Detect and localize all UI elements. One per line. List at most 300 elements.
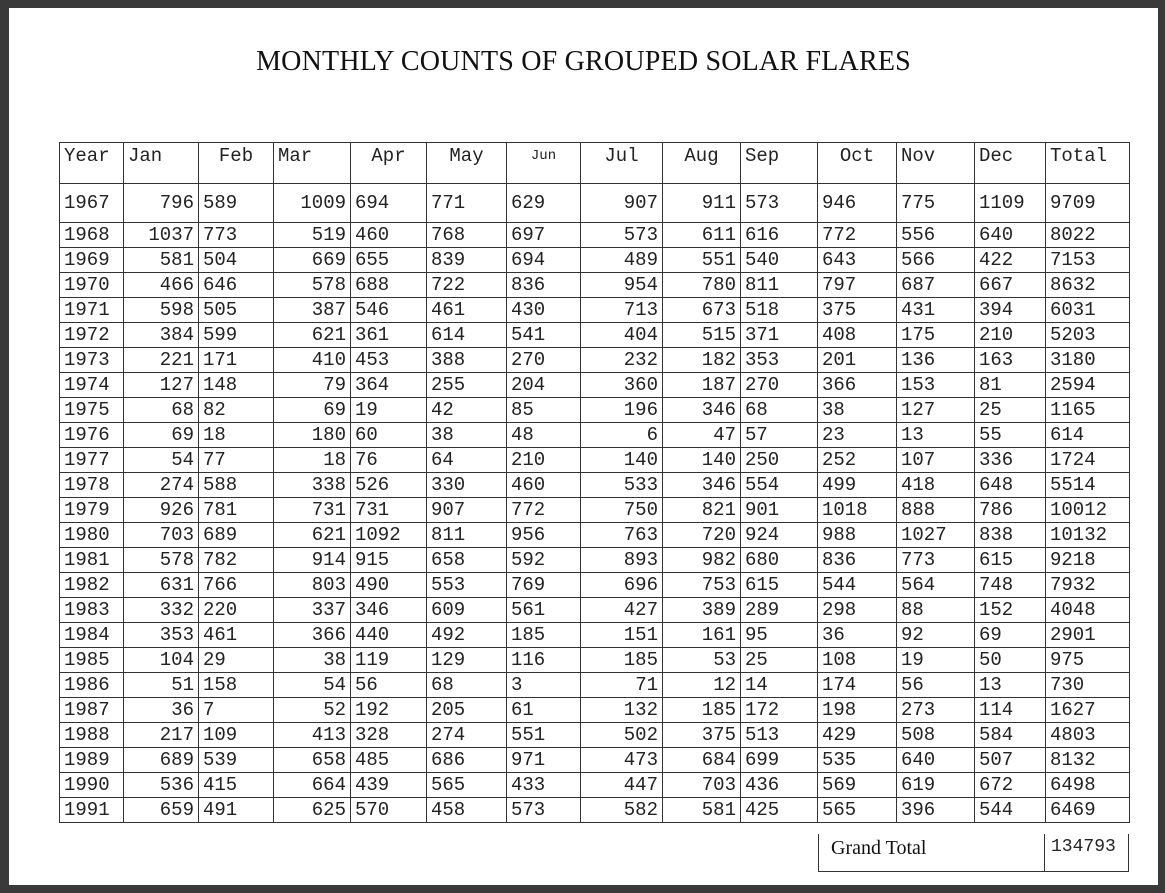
table-cell: 772 [507,498,581,523]
table-cell: 81 [975,373,1046,398]
table-cell: 773 [897,548,975,573]
table-cell: 578 [124,548,199,573]
table-cell: 361 [351,323,427,348]
table-cell: 274 [124,473,199,498]
table-cell: 1109 [975,184,1046,223]
table-cell: 564 [897,573,975,598]
table-cell: 763 [581,523,663,548]
table-cell: 161 [663,623,741,648]
table-cell: 109 [199,723,274,748]
table-cell: 946 [818,184,897,223]
table-cell: 107 [897,448,975,473]
table-cell: 536 [124,773,199,798]
table-cell: 544 [818,573,897,598]
table-cell: 48 [507,423,581,448]
table-cell: 540 [741,248,818,273]
table-cell: 1027 [897,523,975,548]
table-cell: 52 [274,698,351,723]
table-cell: 332 [124,598,199,623]
table-cell: 5514 [1046,473,1130,498]
table-cell: 753 [663,573,741,598]
table-cell: 69 [975,623,1046,648]
table-cell: 631 [124,573,199,598]
table-cell: 447 [581,773,663,798]
table-cell: 38 [427,423,507,448]
table-cell: 375 [818,298,897,323]
table-cell: 667 [975,273,1046,298]
table-cell: 781 [199,498,274,523]
column-header-6: Jun [507,143,581,184]
table-cell: 50 [975,648,1046,673]
table-cell: 9218 [1046,548,1130,573]
table-cell: 766 [199,573,274,598]
table-cell: 79 [274,373,351,398]
table-cell: 7 [199,698,274,723]
table-cell: 1967 [60,184,124,223]
table-cell: 54 [274,673,351,698]
table-cell: 1018 [818,498,897,523]
table-cell: 69 [274,398,351,423]
table-cell: 7153 [1046,248,1130,273]
page-title: MONTHLY COUNTS OF GROUPED SOLAR FLARES [256,46,911,77]
table-cell: 772 [818,223,897,248]
document-page [9,8,1158,885]
table-cell: 425 [741,798,818,823]
table-cell: 2901 [1046,623,1130,648]
table-cell: 915 [351,548,427,573]
table-cell: 775 [897,184,975,223]
table-cell: 337 [274,598,351,623]
table-cell: 220 [199,598,274,623]
table-cell: 389 [663,598,741,623]
table-cell: 640 [975,223,1046,248]
table-cell: 1986 [60,673,124,698]
table-cell: 108 [818,648,897,673]
table-cell: 643 [818,248,897,273]
table-cell: 413 [274,723,351,748]
table-cell: 658 [274,748,351,773]
table-cell: 68 [124,398,199,423]
table-cell: 384 [124,323,199,348]
table-cell: 669 [274,248,351,273]
solar-flares-table [59,142,1130,823]
table-cell: 584 [975,723,1046,748]
table-cell: 371 [741,323,818,348]
table-cell: 415 [199,773,274,798]
table-cell: 205 [427,698,507,723]
table-cell: 140 [663,448,741,473]
table-cell: 566 [897,248,975,273]
table-cell: 460 [351,223,427,248]
table-cell: 153 [897,373,975,398]
table-cell: 956 [507,523,581,548]
table-cell: 569 [818,773,897,798]
table-cell: 731 [274,498,351,523]
column-header-8: Aug [663,143,741,184]
table-cell: 55 [975,423,1046,448]
table-cell: 57 [741,423,818,448]
table-cell: 6498 [1046,773,1130,798]
table-cell: 19 [897,648,975,673]
table-cell: 518 [741,298,818,323]
table-cell: 1975 [60,398,124,423]
table-row [60,598,1130,623]
table-cell: 433 [507,773,581,798]
table-row [60,323,1130,348]
table-cell: 1976 [60,423,124,448]
table-cell: 750 [581,498,663,523]
table-cell: 77 [199,448,274,473]
table-cell: 422 [975,248,1046,273]
table-cell: 453 [351,348,427,373]
table-cell: 473 [581,748,663,773]
table-cell: 748 [975,573,1046,598]
table-row [60,223,1130,248]
column-header-7: Jul [581,143,663,184]
table-cell: 353 [741,348,818,373]
table-cell: 360 [581,373,663,398]
table-row [60,798,1130,823]
table-cell: 375 [663,723,741,748]
table-cell: 217 [124,723,199,748]
table-cell: 255 [427,373,507,398]
table-cell: 507 [975,748,1046,773]
table-cell: 1984 [60,623,124,648]
table-cell: 366 [818,373,897,398]
table-cell: 460 [507,473,581,498]
table-cell: 127 [897,398,975,423]
table-cell: 42 [427,398,507,423]
table-cell: 541 [507,323,581,348]
table-cell: 328 [351,723,427,748]
table-cell: 10012 [1046,498,1130,523]
table-cell: 387 [274,298,351,323]
table-cell: 664 [274,773,351,798]
table-cell: 5203 [1046,323,1130,348]
table-cell: 151 [581,623,663,648]
table-cell: 599 [199,323,274,348]
table-row [60,748,1130,773]
table-cell: 204 [507,373,581,398]
table-cell: 581 [124,248,199,273]
table-cell: 336 [975,448,1046,473]
table-cell: 60 [351,423,427,448]
table-row [60,698,1130,723]
table-cell: 697 [507,223,581,248]
table-cell: 780 [663,273,741,298]
table-cell: 427 [581,598,663,623]
table-cell: 1009 [274,184,351,223]
table-cell: 29 [199,648,274,673]
table-row [60,573,1130,598]
table-cell: 1973 [60,348,124,373]
table-cell: 163 [975,348,1046,373]
table-cell: 655 [351,248,427,273]
table-cell: 551 [663,248,741,273]
table-cell: 1981 [60,548,124,573]
table-cell: 7932 [1046,573,1130,598]
table-cell: 1991 [60,798,124,823]
table-cell: 658 [427,548,507,573]
table-cell: 689 [199,523,274,548]
table-cell: 502 [581,723,663,748]
table-cell: 539 [199,748,274,773]
table-cell: 366 [274,623,351,648]
table-cell: 581 [663,798,741,823]
table-cell: 158 [199,673,274,698]
table-cell: 821 [663,498,741,523]
table-cell: 971 [507,748,581,773]
table-cell: 4803 [1046,723,1130,748]
table-cell: 274 [427,723,507,748]
table-cell: 988 [818,523,897,548]
table-cell: 491 [199,798,274,823]
table-cell: 924 [741,523,818,548]
table-cell: 838 [975,523,1046,548]
table-cell: 1972 [60,323,124,348]
table-cell: 23 [818,423,897,448]
column-header-10: Oct [818,143,897,184]
table-cell: 25 [975,398,1046,423]
table-cell: 1983 [60,598,124,623]
table-cell: 535 [818,748,897,773]
table-cell: 573 [741,184,818,223]
table-cell: 180 [274,423,351,448]
table-cell: 625 [274,798,351,823]
table-cell: 907 [581,184,663,223]
table-cell: 782 [199,548,274,573]
table-cell: 273 [897,698,975,723]
table-cell: 210 [975,323,1046,348]
table-cell: 418 [897,473,975,498]
table-row [60,373,1130,398]
table-cell: 396 [897,798,975,823]
table-cell: 672 [975,773,1046,798]
table-cell: 114 [975,698,1046,723]
table-cell: 769 [507,573,581,598]
table-cell: 221 [124,348,199,373]
table-row [60,398,1130,423]
table-cell: 71 [581,673,663,698]
table-cell: 88 [897,598,975,623]
table-row [60,498,1130,523]
column-header-12: Dec [975,143,1046,184]
table-row [60,298,1130,323]
table-cell: 56 [897,673,975,698]
table-cell: 556 [897,223,975,248]
table-cell: 68 [427,673,507,698]
table-cell: 47 [663,423,741,448]
table-cell: 684 [663,748,741,773]
table-cell: 646 [199,273,274,298]
table-cell: 893 [581,548,663,573]
table-cell: 492 [427,623,507,648]
table-cell: 4048 [1046,598,1130,623]
table-cell: 140 [581,448,663,473]
table-cell: 611 [663,223,741,248]
column-header-9: Sep [741,143,818,184]
table-cell: 338 [274,473,351,498]
table-cell: 901 [741,498,818,523]
table-row [60,184,1130,223]
table-cell: 489 [581,248,663,273]
table-cell: 588 [199,473,274,498]
table-cell: 616 [741,223,818,248]
table-cell: 185 [663,698,741,723]
table-cell: 513 [741,723,818,748]
table-cell: 888 [897,498,975,523]
table-cell: 56 [351,673,427,698]
table-cell: 132 [581,698,663,723]
table-row [60,473,1130,498]
table-cell: 68 [741,398,818,423]
table-cell: 573 [507,798,581,823]
table-cell: 136 [897,348,975,373]
table-cell: 565 [427,773,507,798]
table-cell: 174 [818,673,897,698]
table-cell: 8022 [1046,223,1130,248]
table-cell: 85 [507,398,581,423]
table-cell: 1978 [60,473,124,498]
table-cell: 699 [741,748,818,773]
table-cell: 720 [663,523,741,548]
table-row [60,673,1130,698]
table-cell: 811 [427,523,507,548]
table-cell: 615 [975,548,1046,573]
column-header-0: Year [60,143,124,184]
table-cell: 461 [199,623,274,648]
table-cell: 13 [975,673,1046,698]
table-cell: 519 [274,223,351,248]
column-header-2: Feb [199,143,274,184]
table-cell: 926 [124,498,199,523]
table-cell: 673 [663,298,741,323]
table-cell: 911 [663,184,741,223]
table-row [60,623,1130,648]
table-cell: 346 [663,473,741,498]
table-cell: 404 [581,323,663,348]
table-cell: 508 [897,723,975,748]
table-cell: 64 [427,448,507,473]
table-row [60,648,1130,673]
table-cell: 82 [199,398,274,423]
column-header-13: Total [1046,143,1130,184]
table-cell: 687 [897,273,975,298]
table-cell: 1990 [60,773,124,798]
table-cell: 836 [818,548,897,573]
table-cell: 1980 [60,523,124,548]
table-cell: 175 [897,323,975,348]
table-cell: 694 [507,248,581,273]
table-cell: 3 [507,673,581,698]
table-cell: 485 [351,748,427,773]
table-cell: 1974 [60,373,124,398]
table-cell: 6031 [1046,298,1130,323]
table-cell: 289 [741,598,818,623]
table-cell: 466 [124,273,199,298]
table-cell: 6 [581,423,663,448]
table-cell: 119 [351,648,427,673]
table-cell: 10132 [1046,523,1130,548]
table-cell: 686 [427,748,507,773]
table-cell: 69 [124,423,199,448]
table-cell: 394 [975,298,1046,323]
table-cell: 659 [124,798,199,823]
column-header-11: Nov [897,143,975,184]
table-cell: 592 [507,548,581,573]
table-cell: 1165 [1046,398,1130,423]
table-row [60,548,1130,573]
table-cell: 533 [581,473,663,498]
table-cell: 439 [351,773,427,798]
grand-total-value: 134793 [1044,834,1129,872]
header-row [60,143,1130,184]
table-row [60,523,1130,548]
table-cell: 182 [663,348,741,373]
table-cell: 210 [507,448,581,473]
table-cell: 544 [975,798,1046,823]
column-header-3: Mar [274,143,351,184]
table-cell: 621 [274,323,351,348]
table-cell: 127 [124,373,199,398]
table-cell: 1987 [60,698,124,723]
table-cell: 38 [818,398,897,423]
table-cell: 553 [427,573,507,598]
table-cell: 36 [124,698,199,723]
table-cell: 629 [507,184,581,223]
table-cell: 250 [741,448,818,473]
table-cell: 431 [897,298,975,323]
table-cell: 61 [507,698,581,723]
table-cell: 694 [351,184,427,223]
table-cell: 561 [507,598,581,623]
table-cell: 796 [124,184,199,223]
table-cell: 578 [274,273,351,298]
table-cell: 551 [507,723,581,748]
table-cell: 982 [663,548,741,573]
table-cell: 771 [427,184,507,223]
table-cell: 773 [199,223,274,248]
column-header-5: May [427,143,507,184]
table-cell: 570 [351,798,427,823]
table-cell: 13 [897,423,975,448]
table-cell: 621 [274,523,351,548]
table-cell: 954 [581,273,663,298]
table-cell: 640 [897,748,975,773]
table-cell: 573 [581,223,663,248]
table-cell: 614 [1046,423,1130,448]
table-cell: 201 [818,348,897,373]
table-cell: 565 [818,798,897,823]
table-cell: 1977 [60,448,124,473]
table-cell: 364 [351,373,427,398]
table-cell: 914 [274,548,351,573]
table-cell: 1970 [60,273,124,298]
table-cell: 1092 [351,523,427,548]
table-cell: 1979 [60,498,124,523]
column-header-1: Jan [124,143,199,184]
table-cell: 388 [427,348,507,373]
table-row [60,773,1130,798]
table-cell: 36 [818,623,897,648]
table-cell: 330 [427,473,507,498]
table-cell: 1989 [60,748,124,773]
table-cell: 461 [427,298,507,323]
table-cell: 505 [199,298,274,323]
table-cell: 12 [663,673,741,698]
table-cell: 54 [124,448,199,473]
table-cell: 2594 [1046,373,1130,398]
